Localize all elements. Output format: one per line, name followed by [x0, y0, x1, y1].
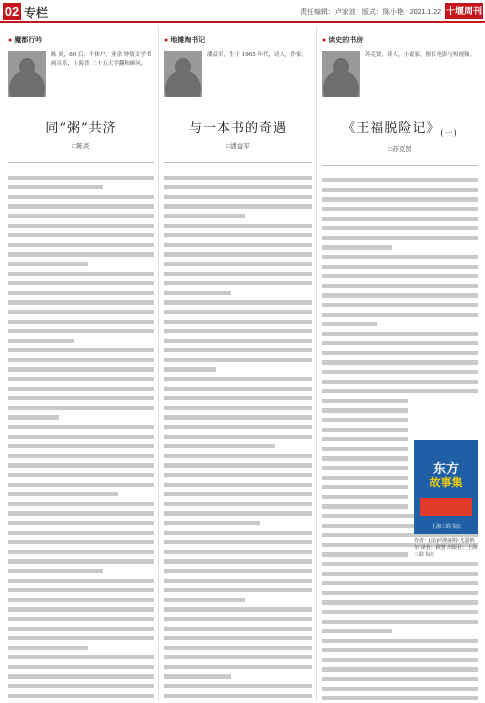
- text-line: [322, 204, 478, 214]
- text-line: [322, 425, 408, 435]
- article-title[interactable]: 同“粥”共济: [45, 121, 117, 136]
- text-line: [8, 566, 103, 576]
- text-line: [164, 547, 312, 557]
- text-line: [322, 272, 478, 282]
- text-line: [164, 250, 312, 260]
- text-line: [8, 595, 154, 605]
- text-line: [8, 307, 154, 317]
- text-line: [322, 185, 478, 195]
- text-line: [8, 365, 154, 375]
- text-line: [164, 374, 312, 384]
- author-card: [8, 51, 154, 99]
- text-line: [8, 442, 154, 452]
- author-card: [322, 51, 478, 99]
- column-label: ● 地摊淘书记: [164, 37, 206, 44]
- text-line: [8, 317, 154, 327]
- text-line: [164, 614, 312, 624]
- text-line: [322, 348, 478, 358]
- text-line: [164, 509, 312, 519]
- text-line: [164, 480, 312, 490]
- text-line: [164, 355, 312, 365]
- text-line: [8, 470, 154, 480]
- text-line: [164, 365, 216, 375]
- text-line: [322, 454, 408, 464]
- book-publisher: 上海三联书店: [430, 524, 461, 530]
- text-line: [164, 605, 312, 615]
- text-line: [164, 662, 312, 672]
- text-line: [8, 192, 154, 202]
- text-line: [322, 483, 408, 493]
- text-line: [8, 653, 154, 663]
- text-line: [322, 214, 478, 224]
- text-line: [8, 461, 154, 471]
- text-line: [164, 538, 312, 548]
- text-line: [322, 550, 408, 560]
- text-line: [322, 492, 408, 502]
- text-line: [8, 336, 74, 346]
- text-line: [8, 374, 154, 384]
- text-line: [322, 415, 408, 425]
- text-line: [8, 557, 154, 567]
- text-line: [322, 607, 478, 617]
- column-divider: [158, 27, 159, 700]
- text-line: [322, 588, 478, 598]
- book-title-sub: 故事集: [429, 477, 463, 489]
- text-line: [8, 518, 154, 528]
- column-3: [322, 27, 478, 700]
- text-line: [164, 442, 275, 452]
- book-cover-image: [414, 440, 478, 534]
- article-byline: □陈炎: [72, 143, 90, 150]
- text-line: [322, 367, 478, 377]
- title-rule: [322, 165, 478, 166]
- text-line: [8, 662, 154, 672]
- text-line: [8, 634, 154, 644]
- column-1: [8, 27, 154, 700]
- text-line: [164, 307, 312, 317]
- text-line: [8, 346, 154, 356]
- text-line: [164, 451, 312, 461]
- text-line: [164, 259, 312, 269]
- book-caption: 作者：[法]玛格丽特·尤瑟纳尔 译者：顾慧 出版社：上海三联书店: [414, 538, 478, 558]
- text-line: [164, 413, 312, 423]
- text-line: [322, 300, 478, 310]
- text-line: [322, 243, 392, 253]
- text-line: [164, 595, 245, 605]
- article-body: [8, 173, 154, 703]
- text-line: [8, 422, 154, 432]
- text-line: [322, 262, 478, 272]
- text-line: [322, 377, 478, 387]
- header-info: [205, 7, 441, 17]
- text-line: [164, 384, 312, 394]
- text-line: [8, 586, 154, 596]
- text-line: [164, 317, 312, 327]
- text-line: [8, 250, 154, 260]
- text-line: [8, 432, 154, 442]
- text-line: [164, 346, 312, 356]
- text-line: [8, 394, 154, 404]
- text-line: [8, 643, 88, 653]
- text-line: [8, 259, 88, 269]
- text-line: [164, 288, 231, 298]
- text-line: [8, 231, 154, 241]
- text-line: [164, 240, 312, 250]
- article-byline: □苏克贤: [388, 145, 412, 153]
- text-line: [164, 634, 312, 644]
- text-line: [8, 269, 154, 279]
- text-line: [8, 211, 154, 221]
- text-line: [164, 490, 312, 500]
- text-line: [164, 653, 312, 663]
- text-line: [164, 672, 231, 682]
- author-bio: 陈 炎，60 后，个体户，业余 钟情文学书画音乐，上海普 二十五大学翻和顾问。: [51, 52, 152, 67]
- title-rule: [8, 162, 154, 163]
- text-line: [322, 627, 392, 637]
- text-line: [8, 538, 154, 548]
- text-line: [322, 559, 478, 569]
- author-photo: [164, 51, 202, 97]
- text-line: [322, 320, 377, 330]
- column-divider: [316, 27, 317, 700]
- text-line: [8, 624, 154, 634]
- text-line: [8, 403, 154, 413]
- text-line: [164, 681, 312, 691]
- text-line: [164, 691, 312, 701]
- text-line: [164, 422, 312, 432]
- text-line: [8, 499, 154, 509]
- text-line: [8, 451, 154, 461]
- text-line: [164, 269, 312, 279]
- text-line: [164, 624, 312, 634]
- text-line: [8, 528, 154, 538]
- text-line: [164, 586, 312, 596]
- text-line: [322, 291, 478, 301]
- text-line: [8, 221, 154, 231]
- text-line: [164, 279, 312, 289]
- text-line: [322, 224, 478, 234]
- text-line: [164, 211, 245, 221]
- text-line: [322, 684, 478, 694]
- text-line: [322, 444, 408, 454]
- text-line: [322, 646, 478, 656]
- text-line: [322, 569, 478, 579]
- column-label: ● 魔都行吟: [8, 37, 43, 44]
- text-line: [8, 605, 154, 615]
- text-line: [322, 502, 408, 512]
- page-number: 02: [4, 4, 20, 19]
- header-rule: [0, 21, 485, 23]
- text-line: [322, 339, 478, 349]
- text-line: [164, 470, 312, 480]
- text-line: [8, 327, 154, 337]
- text-line: [322, 252, 478, 262]
- text-line: [164, 566, 312, 576]
- text-line: [322, 636, 478, 646]
- author-photo: [322, 51, 360, 97]
- text-line: [8, 672, 154, 682]
- article-title[interactable]: 与一本书的奇遇: [188, 121, 287, 136]
- author-photo: [8, 51, 46, 97]
- section-title: 专栏: [24, 6, 49, 20]
- text-line: [8, 355, 154, 365]
- editor-credit: 责任编辑：卢家波: [299, 9, 356, 16]
- text-line: [322, 233, 478, 243]
- text-line: [8, 240, 154, 250]
- text-line: [8, 288, 154, 298]
- text-line: [322, 473, 408, 483]
- text-line: [322, 195, 478, 205]
- title-rule: [164, 162, 312, 163]
- text-line: [8, 202, 154, 212]
- text-line: [164, 518, 260, 528]
- text-line: [322, 406, 408, 416]
- article-body: [164, 173, 312, 703]
- text-line: [164, 461, 312, 471]
- text-line: [322, 665, 478, 675]
- text-line: [8, 279, 154, 289]
- text-line: [8, 298, 154, 308]
- text-line: [8, 576, 154, 586]
- text-line: [322, 176, 478, 186]
- text-line: [164, 192, 312, 202]
- text-line: [8, 547, 154, 557]
- column-label: ● 读史的书房: [322, 37, 364, 44]
- text-line: [8, 480, 154, 490]
- text-line: [164, 432, 312, 442]
- text-line: [164, 336, 312, 346]
- text-line: [8, 183, 103, 193]
- text-line: [164, 499, 312, 509]
- publication-logo: 十堰周刊: [445, 3, 483, 19]
- author-card: [164, 51, 312, 99]
- text-line: [164, 394, 312, 404]
- text-line: [322, 435, 408, 445]
- text-line: [164, 327, 312, 337]
- text-line: [322, 655, 478, 665]
- text-line: [164, 403, 312, 413]
- text-line: [322, 617, 478, 627]
- text-line: [164, 528, 312, 538]
- text-line: [8, 691, 154, 701]
- text-line: [322, 598, 478, 608]
- design-credit: 版式：陈小艳: [361, 9, 404, 16]
- text-line: [322, 329, 478, 339]
- article-byline: □潘益军: [226, 143, 250, 150]
- text-line: [8, 509, 154, 519]
- text-line: [8, 384, 154, 394]
- author-bio: 潘益军，生于 1965 年代，诗人，作家。: [207, 52, 307, 58]
- book-title: 东方: [432, 461, 459, 476]
- issue-date: 2021.1.22: [409, 9, 441, 16]
- text-line: [322, 674, 478, 684]
- text-line: [322, 579, 478, 589]
- text-line: [164, 557, 312, 567]
- text-line: [322, 358, 478, 368]
- text-line: [164, 298, 312, 308]
- text-line: [164, 221, 312, 231]
- text-line: [322, 463, 408, 473]
- cover-band: [420, 498, 472, 516]
- author-bio: 苏克贤，读人，小说家，擅长电影与短视频。: [365, 52, 476, 58]
- text-line: [164, 643, 312, 653]
- text-line: [8, 413, 59, 423]
- text-line: [164, 173, 312, 183]
- column-2: [164, 27, 312, 700]
- text-line: [322, 387, 478, 397]
- text-line: [8, 490, 118, 500]
- text-line: [164, 183, 312, 193]
- text-line: [322, 281, 478, 291]
- text-line: [322, 694, 478, 703]
- article-title[interactable]: 《王福脱险记》$_{(一)}$: [342, 121, 458, 138]
- text-line: [164, 576, 312, 586]
- text-line: [322, 310, 478, 320]
- text-line: [164, 231, 312, 241]
- text-line: [322, 396, 408, 406]
- text-line: [8, 173, 154, 183]
- text-line: [164, 202, 312, 212]
- text-line: [8, 614, 154, 624]
- text-line: [8, 681, 154, 691]
